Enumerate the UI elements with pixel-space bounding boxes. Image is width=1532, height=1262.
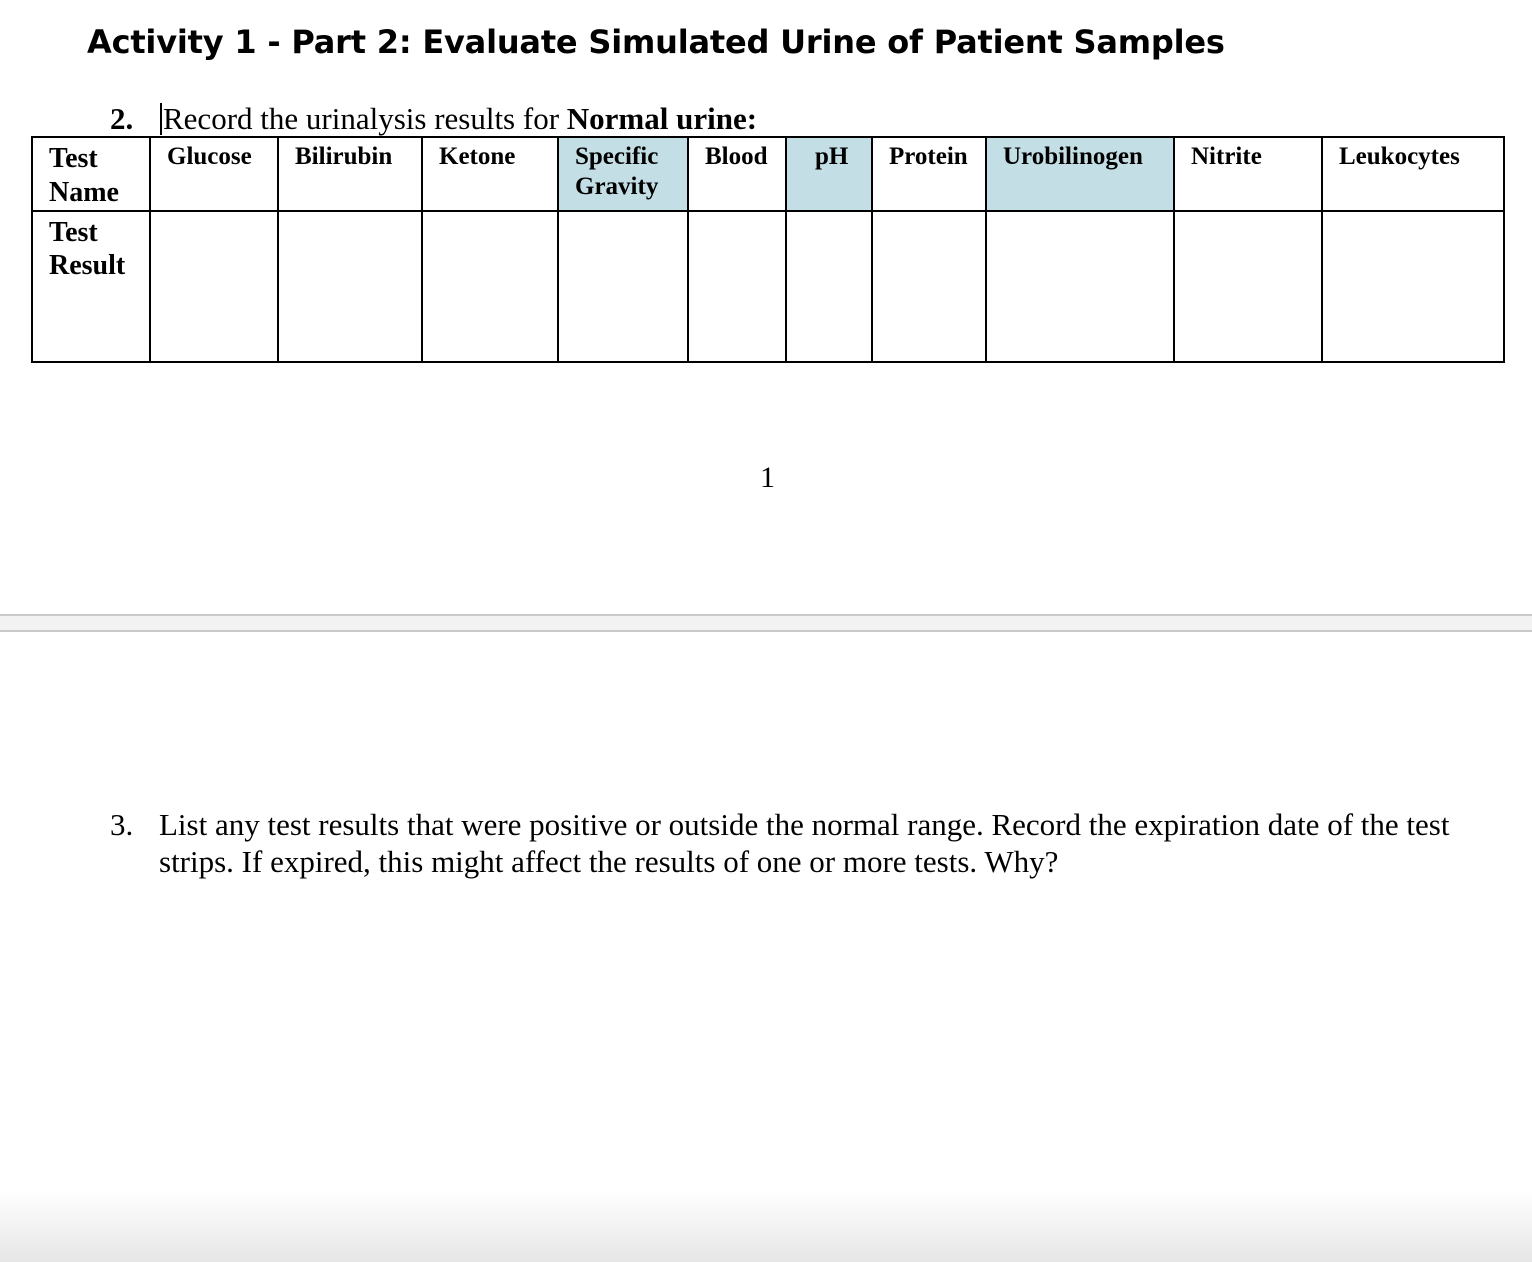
test-name-label [32,137,150,211]
column-header-urobilinogen: Urobilinogen [986,137,1174,211]
question-3-text: List any test results that were positive or outside the normal range. Record the expiration date of the test strips. If expired, this might affect the results of one or more tests. Why? [159,807,1450,879]
question-3 [110,806,1470,880]
question-3-number: 3. [110,807,134,842]
column-header-specific-gravity [558,137,688,211]
question-2-text: Record the urinalysis results for [163,101,567,136]
test-result-label-line1: Test [49,217,98,248]
column-header-leukocytes: Leukocytes [1322,137,1504,211]
test-result-label-line2: Result [49,250,126,281]
column-header-bilirubin: Bilirubin [278,137,422,211]
result-cell-ketone[interactable] [422,211,558,362]
specific-gravity-line2: Gravity [575,173,659,200]
result-cell-nitrite[interactable] [1174,211,1322,362]
page-title: Activity 1 - Part 2: Evaluate Simulated Urine of Patient Samples [87,23,1225,61]
test-name-row [32,137,1504,211]
column-header-ketone: Ketone [422,137,558,211]
specific-gravity-line1: Specific [575,143,659,170]
result-cell-blood[interactable] [688,211,786,362]
page-number: 1 [760,461,775,494]
column-header-glucose: Glucose [150,137,278,211]
test-name-label-line1: Test [49,143,98,174]
test-result-row [32,211,1504,362]
page-break-divider [0,614,1532,632]
column-header-ph: pH [786,137,872,211]
result-cell-ph[interactable] [786,211,872,362]
result-cell-bilirubin[interactable] [278,211,422,362]
question-2-bold-text: Normal urine: [566,101,758,136]
column-header-protein: Protein [872,137,986,211]
result-cell-leukocytes[interactable] [1322,211,1504,362]
bottom-edge-shadow [0,1190,1532,1262]
test-result-label [32,211,150,362]
result-cell-glucose[interactable] [150,211,278,362]
column-header-nitrite: Nitrite [1174,137,1322,211]
question-2-number: 2. [110,101,134,136]
text-cursor [160,103,162,135]
result-cell-protein[interactable] [872,211,986,362]
question-2 [110,101,757,137]
result-cell-specific-gravity[interactable] [558,211,688,362]
urinalysis-results-table [31,136,1505,363]
test-name-label-line2: Name [49,177,119,208]
column-header-blood: Blood [688,137,786,211]
result-cell-urobilinogen[interactable] [986,211,1174,362]
